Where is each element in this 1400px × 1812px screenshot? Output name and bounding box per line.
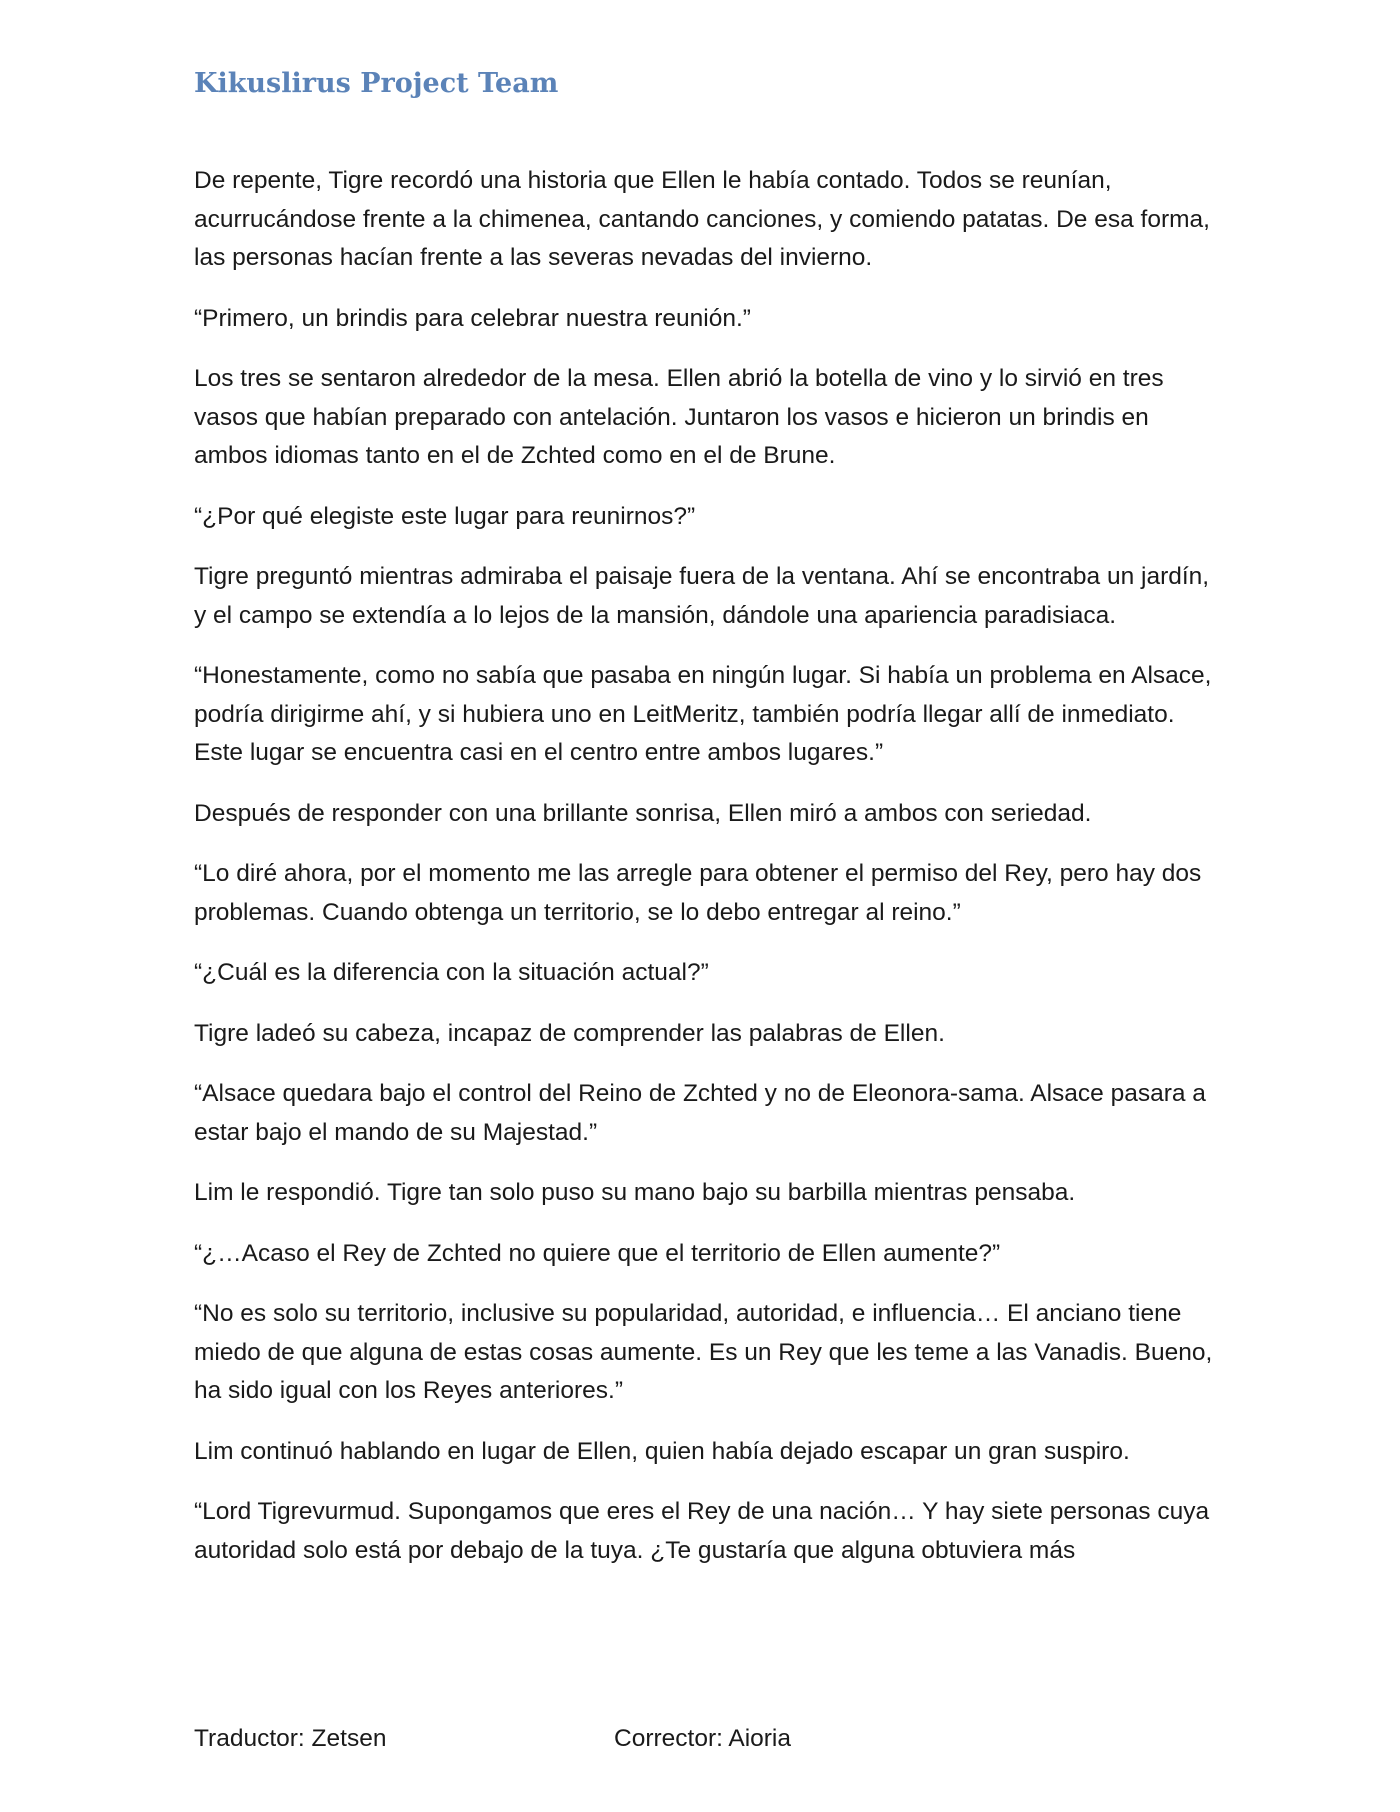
document-body	[194, 162, 1214, 1592]
paragraph: Tigre ladeó su cabeza, incapaz de comprender las palabras de Ellen.	[194, 1019, 945, 1047]
paragraph: Lim le respondió. Tigre tan solo puso su mano bajo su barbilla mientras pensaba.	[194, 1179, 1076, 1206]
paragraph: De repente, Tigre recordó una historia que Ellen le había contado. Todos se reunían, acurrucándose frente a la chimenea, cantando canciones, y comiendo patatas. De esa forma, las personas hacían frente a las severas nevadas del invierno.	[194, 167, 1210, 271]
paragraph: “¿Por qué elegiste este lugar para reunirnos?”	[194, 502, 696, 530]
paragraph: “Lord Tigrevurmud. Supongamos que eres el Rey de una nación… Y hay siete personas cuya autoridad solo está por debajo de la tuya. ¿Te gustaría que alguna obtuviera más	[194, 1498, 1210, 1564]
paragraph: Después de responder con una brillante sonrisa, Ellen miró a ambos con seriedad.	[194, 799, 1092, 827]
paragraph: Lim continuó hablando en lugar de Ellen, quien había dejado escapar un gran suspiro.	[194, 1437, 1130, 1465]
paragraph: “¿…Acaso el Rey de Zchted no quiere que el territorio de Ellen aumente?”	[194, 1239, 1001, 1267]
paragraph: “No es solo su territorio, inclusive su popularidad, autoridad, e influencia… El anciano tiene miedo de que alguna de estas cosas aumente. Es un Rey que les teme a las Vanadis. Bueno, ha sido igual con los Reyes anteriores.”	[194, 1300, 1213, 1404]
paragraph: “Lo diré ahora, por el momento me las arregle para obtener el permiso del Rey, pero hay dos problemas. Cuando obtenga un territorio, se lo debo entregar al reino.”	[194, 860, 1202, 926]
paragraph: Tigre preguntó mientras admiraba el paisaje fuera de la ventana. Ahí se encontraba un jardín, y el campo se extendía a lo lejos de la mansión, dándole una apariencia paradisiaca.	[194, 563, 1210, 629]
page-footer	[194, 1720, 1194, 1760]
paragraph: “Alsace quedara bajo el control del Reino de Zchted y no de Eleonora-sama. Alsace pasara a estar bajo el mando de su Majestad.”	[194, 1080, 1206, 1146]
paragraph: “Primero, un brindis para celebrar nuestra reunión.”	[194, 304, 751, 332]
footer-translator: Traductor: Zetsen	[194, 1725, 387, 1752]
paragraph: “Honestamente, como no sabía que pasaba en ningún lugar. Si había un problema en Alsace, podría dirigirme ahí, y si hubiera uno en LeitMeritz, también podría llegar allí de inmediato. Este lugar se encuentra casi en el centro entre ambos lugares.”	[194, 662, 1212, 766]
paragraph: Los tres se sentaron alrededor de la mesa. Ellen abrió la botella de vino y lo sirvió en tres vasos que habían preparado con antelación. Juntaron los vasos e hicieron un brindis en ambos idiomas tanto en el de Zchted como en el de Brune.	[194, 365, 1164, 469]
paragraph: “¿Cuál es la diferencia con la situación actual?”	[194, 959, 709, 986]
header-title: Kikuslirus Project Team	[194, 68, 559, 99]
footer-corrector: Corrector: Aioria	[614, 1725, 792, 1752]
